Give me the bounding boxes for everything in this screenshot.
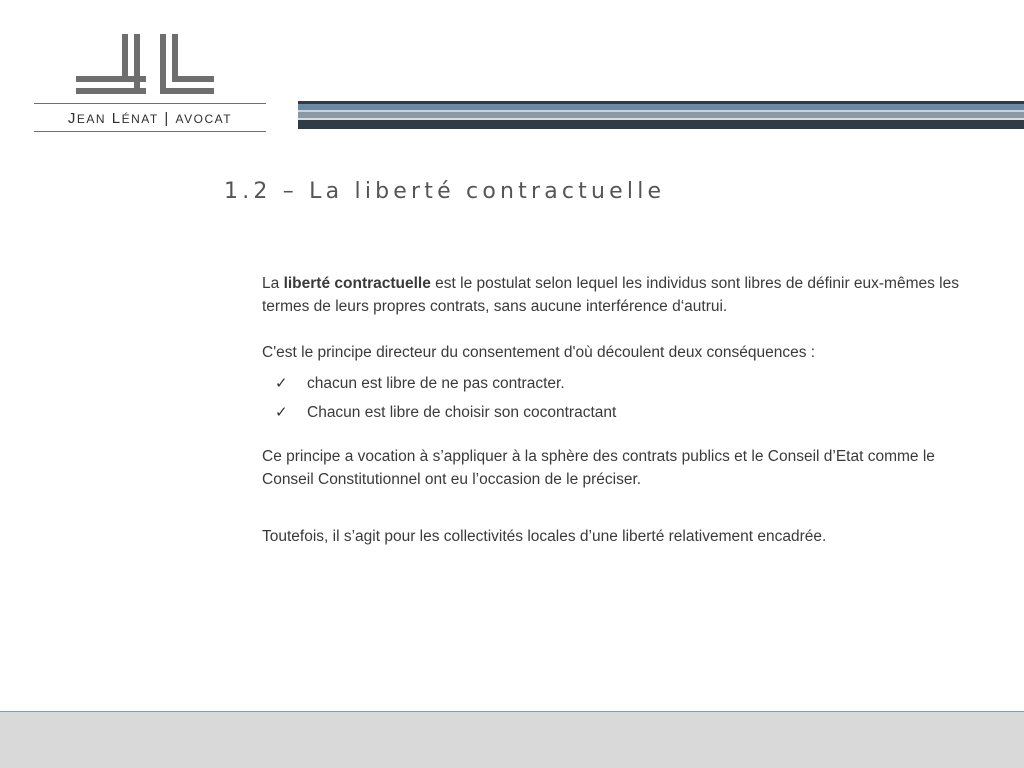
logo-title: AVOCAT bbox=[175, 112, 233, 126]
logo-name-initial-l: L bbox=[111, 110, 122, 127]
logo-bottom-rule bbox=[34, 131, 266, 132]
header-stripes bbox=[298, 101, 1024, 131]
logo-top-rule bbox=[34, 103, 266, 104]
checkmark-icon: ✓ bbox=[275, 404, 288, 421]
paragraph-principle: C'est le principe directeur du consentement d'où découlent deux conséquences : bbox=[262, 344, 816, 361]
list-item bbox=[262, 369, 974, 398]
definition-prefix: La bbox=[262, 275, 284, 292]
footer-band bbox=[0, 711, 1024, 768]
list-item-text: Chacun est libre de choisir son cocontractant bbox=[307, 404, 617, 421]
paragraph-local-authorities: Toutefois, il s’agit pour les collectivités locales d’une liberté relativement encadrée. bbox=[262, 528, 827, 545]
jl-monogram-icon bbox=[34, 32, 266, 102]
logo-name-initial-j: J bbox=[67, 110, 77, 127]
logo-wordmark bbox=[34, 110, 266, 127]
list-item-text: chacun est libre de ne pas contracter. bbox=[307, 375, 565, 392]
logo-separator: | bbox=[164, 110, 170, 127]
logo-name-rest-first: EAN bbox=[76, 112, 107, 126]
consequences-list bbox=[262, 369, 974, 427]
slide-title: 1.2 – La liberté contractuelle bbox=[224, 179, 666, 204]
paragraph-definition bbox=[262, 272, 974, 318]
company-logo bbox=[34, 32, 266, 134]
definition-term: liberté contractuelle bbox=[283, 275, 431, 292]
slide-body bbox=[262, 272, 974, 548]
definition-text: est le postulat selon lequel les individus sont libres de définir eux-mêmes les termes de leurs propres contrats, sans aucune interférence d‘autrui. bbox=[262, 275, 959, 315]
logo-name-rest-second: ÉNAT bbox=[121, 112, 159, 126]
paragraph-public-contracts: Ce principe a vocation à s’appliquer à la sphère des contrats publics et le Conseil d’Etat comme le Conseil Constitutionnel ont eu l’occasion de le préciser. bbox=[262, 448, 935, 488]
list-item bbox=[262, 398, 974, 427]
checkmark-icon: ✓ bbox=[275, 375, 288, 392]
stripe-dark-bottom bbox=[298, 120, 1024, 129]
